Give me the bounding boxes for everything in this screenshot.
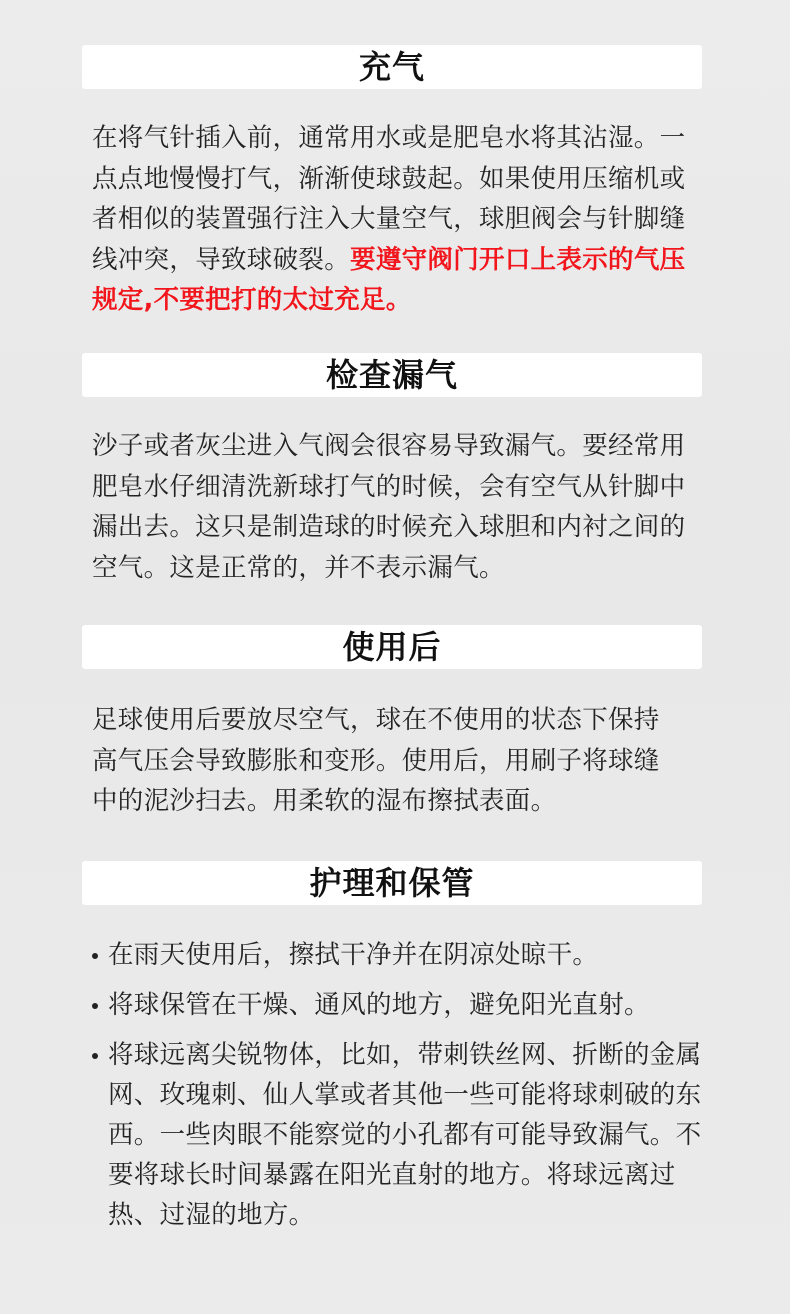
list-item-text: 将球远离尖锐物体，比如，带刺铁丝网、折断的金属网、玫瑰刺、仙人掌或者其他一些可能将球刺破的东西。一些肉眼不能察觉的小孔都有可能导致漏气。不要将球长时间暴露在阳光直射的地方。将球远离过热、过湿的地方。 xyxy=(108,1040,702,1230)
body-text: 足球使用后要放尽空气，球在不使用的状态下保持高气压会导致膨胀和变形。使用后，用刷子将球缝中的泥沙扫去。用柔软的湿布擦拭表面。 xyxy=(92,705,660,816)
care-list xyxy=(90,935,706,1235)
section-header-after-use xyxy=(82,625,702,669)
section-body-inflation xyxy=(92,118,706,321)
section-title: 使用后 xyxy=(342,628,442,666)
bullet-icon xyxy=(92,953,98,959)
section-header-care-storage xyxy=(82,861,702,905)
body-text: 在将气针插入前，通常用水或是肥皂水将其沾湿。一点点地慢慢打气，渐渐使球鼓起。如果使用压缩机或者相似的装置强行注入大量空气，球胆阀会与针脚缝线冲突，导致球破裂。 xyxy=(92,123,686,275)
section-title: 充气 xyxy=(358,48,425,86)
bullet-icon xyxy=(92,1003,98,1009)
section-header-inflation xyxy=(82,45,702,89)
section-title: 检查漏气 xyxy=(325,356,458,394)
section-body-after-use xyxy=(92,700,682,822)
list-item-text: 将球保管在干燥、通风的地方，避免阳光直射。 xyxy=(108,990,650,1020)
list-item xyxy=(90,985,706,1025)
body-text: 沙子或者灰尘进入气阀会很容易导致漏气。要经常用肥皂水仔细清洗新球打气的时候，会有空气从针脚中漏出去。这只是制造球的时候充入球胆和内衬之间的空气。这是正常的，并不表示漏气。 xyxy=(92,431,686,583)
warning-text: 要遵守阀门开口上表示的气压规定,不要把打的太过充足。 xyxy=(92,244,686,315)
list-item-text: 在雨天使用后，擦拭干净并在阴凉处晾干。 xyxy=(108,940,599,970)
bullet-icon xyxy=(92,1053,98,1059)
section-title: 护理和保管 xyxy=(309,864,475,902)
section-header-leak-check xyxy=(82,353,702,397)
list-item xyxy=(90,935,706,975)
list-item xyxy=(90,1035,706,1235)
section-body-leak-check xyxy=(92,426,706,588)
